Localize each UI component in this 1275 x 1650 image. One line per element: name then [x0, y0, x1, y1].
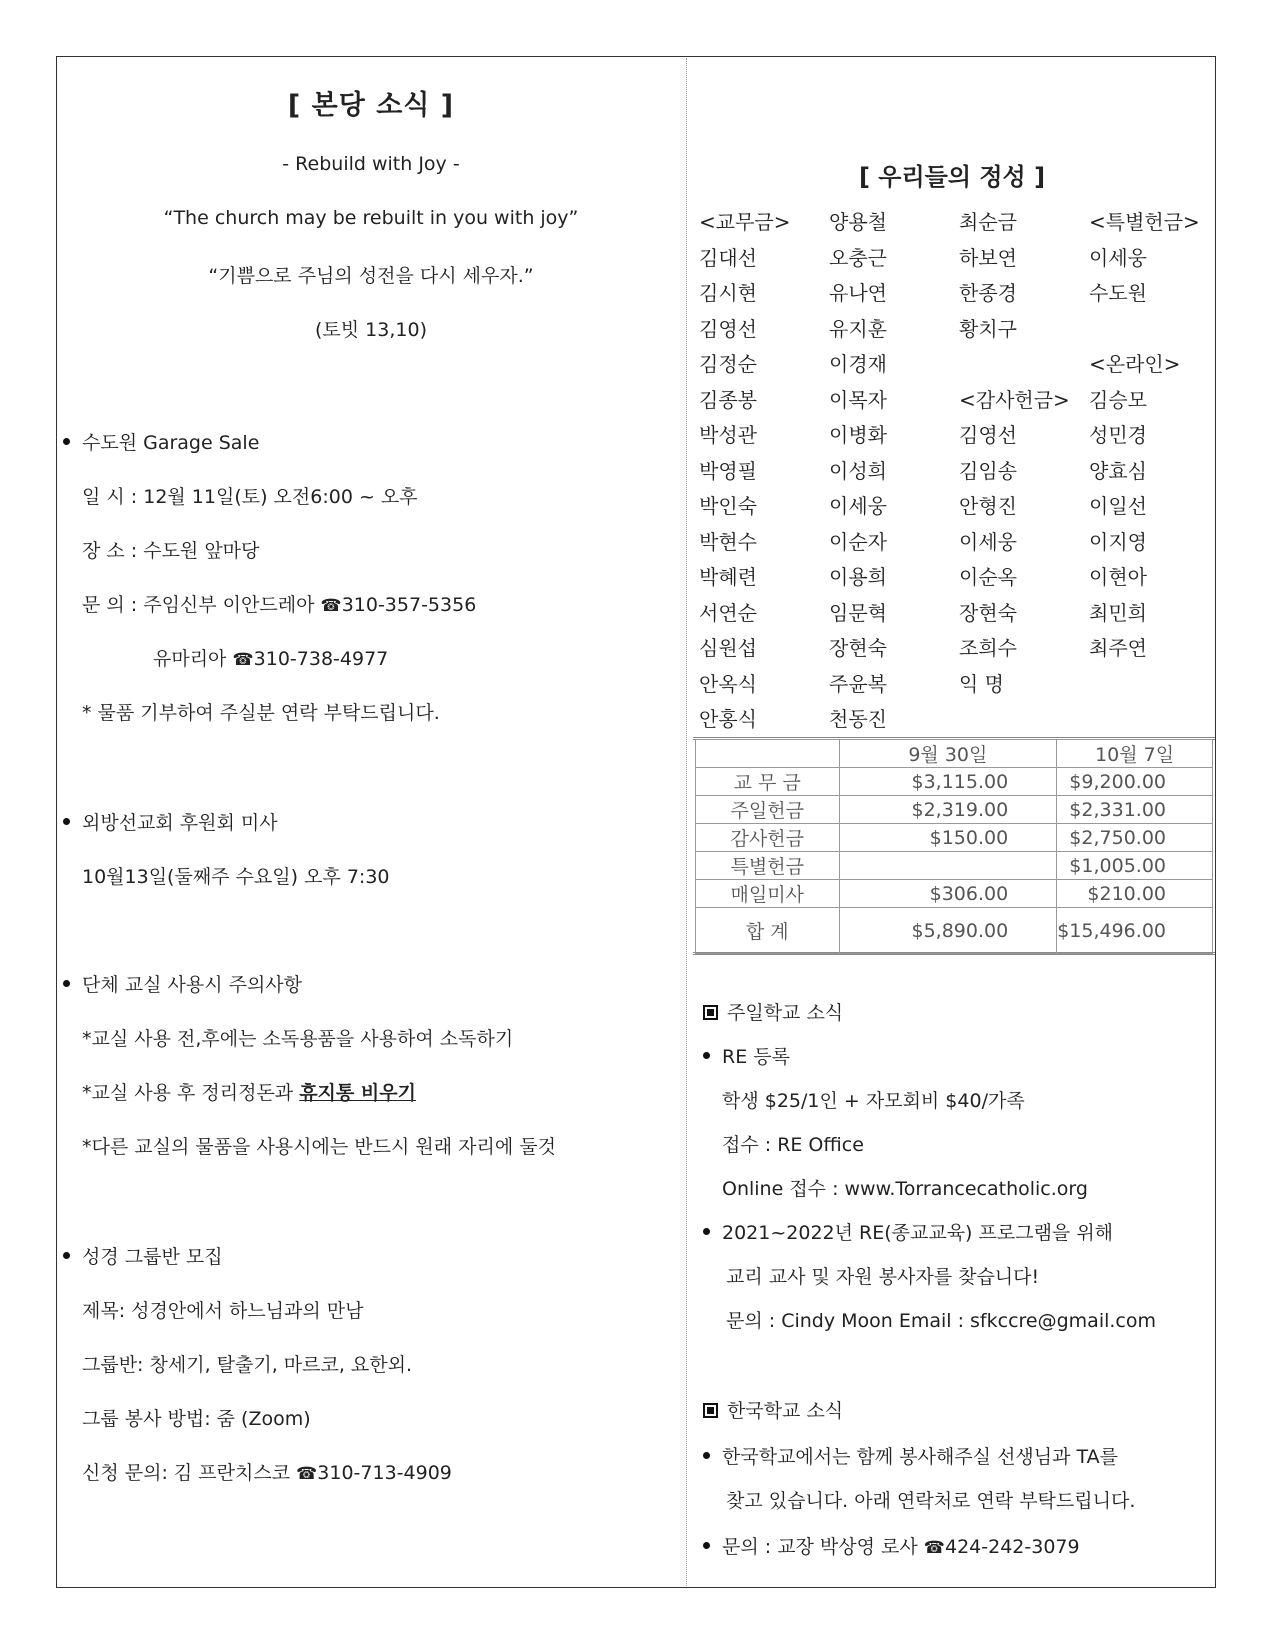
bullet-icon	[703, 1542, 710, 1549]
donor-name: <감사헌금>	[959, 387, 1070, 412]
table-header	[696, 740, 840, 768]
donor-name: 이일선	[1089, 494, 1147, 518]
donor-name: 유나연	[829, 281, 887, 305]
table-row	[696, 880, 1213, 908]
donor-name: 한종경	[959, 281, 1017, 305]
mission-heading: 외방선교회 후원회 미사	[63, 808, 278, 835]
donor-name: 이성희	[829, 458, 887, 483]
donor-name: 안형진	[959, 494, 1017, 518]
donor-name: 서연순	[699, 600, 757, 625]
table-header: 10월 7일	[1057, 740, 1213, 768]
donor-name: 박현수	[699, 529, 757, 554]
donor-name: 임문혁	[829, 600, 887, 625]
donor-name: 김영선	[699, 316, 757, 341]
donor-name: 이현아	[1089, 565, 1147, 589]
phone-icon: ☎	[296, 1464, 318, 1484]
donor-name: 이순자	[829, 529, 887, 554]
donor-name: 김임송	[959, 458, 1017, 483]
donor-name: 이병화	[829, 423, 887, 447]
donor-name: 박성관	[699, 423, 757, 447]
re-fee: 학생 $25/1인 + 자모회비 $40/가족	[722, 1090, 1025, 1112]
row-value: $150.00	[839, 824, 1057, 852]
table-header-row	[696, 740, 1213, 768]
row-label: 합 계	[696, 908, 840, 954]
donor-name: 양효심	[1089, 458, 1147, 483]
korean-school-heading: 한국학교 소식	[703, 1396, 843, 1423]
column-divider	[686, 58, 687, 1586]
row-value: $5,890.00	[839, 908, 1057, 954]
donor-name: 하보연	[959, 245, 1017, 270]
donor-name: 오충근	[829, 245, 887, 270]
donor-name: 심원섭	[699, 636, 757, 660]
phone-icon: ☎	[232, 650, 254, 670]
bible-contact: 신청 문의: 김 프란치스코 ☎310-713-4909	[82, 1462, 452, 1484]
mission-detail: 10월13일(둘째주 수요일) 오후 7:30	[82, 866, 390, 888]
classroom-rule-3: *다른 교실의 물품을 사용시에는 반드시 원래 자리에 둘것	[82, 1136, 556, 1158]
donor-name: 최민희	[1089, 600, 1147, 625]
table-row	[696, 852, 1213, 880]
donor-name: <온라인>	[1089, 352, 1181, 376]
bullet-icon	[703, 1452, 710, 1459]
donor-name: 익 명	[959, 671, 1004, 696]
bullet-icon	[703, 1052, 710, 1059]
donor-name: 유지훈	[829, 316, 887, 341]
row-label: 매일미사	[696, 880, 840, 908]
table-row	[696, 796, 1213, 824]
classroom-heading: 단체 교실 사용시 주의사항	[63, 970, 302, 997]
table-header: 9월 30일	[839, 740, 1057, 768]
donor-name: 김대선	[699, 245, 757, 270]
donor-name: 장현숙	[959, 600, 1017, 625]
re-program-2: 교리 교사 및 자원 봉사자를 찾습니다!	[726, 1266, 1040, 1288]
row-value: $2,750.00	[1057, 824, 1213, 852]
korean-school-contact: 문의 : 교장 박상영 로사 ☎424-242-3079	[703, 1532, 1080, 1559]
donor-name: 주윤복	[829, 671, 887, 696]
donor-name: <교무금>	[699, 210, 791, 234]
korean-school-line-1: 한국학교에서는 함께 봉사해주실 선생님과 TA를	[703, 1442, 1118, 1469]
donor-name: 김시현	[699, 281, 757, 305]
donor-name: 김종봉	[699, 387, 757, 412]
row-value: $1,005.00	[1057, 852, 1213, 880]
row-value: $2,319.00	[839, 796, 1057, 824]
parish-news-title: [ 본당 소식 ]	[287, 90, 455, 121]
re-heading: RE 등록	[703, 1042, 790, 1069]
row-value: $210.00	[1057, 880, 1213, 908]
row-value: $2,331.00	[1057, 796, 1213, 824]
bullet-icon	[63, 438, 70, 445]
korean-school-line-2: 찾고 있습니다. 아래 연락처로 연락 부탁드립니다.	[726, 1490, 1136, 1512]
donor-name: 성민경	[1089, 423, 1147, 447]
re-online: Online 접수 : www.Torrancecatholic.org	[722, 1178, 1088, 1200]
donor-name: 김승모	[1089, 387, 1147, 412]
row-label: 감사헌금	[696, 824, 840, 852]
theme: - Rebuild with Joy -	[282, 153, 460, 175]
bible-subject: 제목: 성경안에서 하느님과의 만남	[82, 1300, 364, 1322]
bible-groups: 그룹반: 창세기, 탈출기, 마르코, 요한외.	[82, 1354, 413, 1376]
garage-contact-1: 문 의 : 주임신부 이안드레아 ☎310-357-5356	[82, 594, 477, 616]
re-contact: 문의 : Cindy Moon Email : sfkccre@gmail.com	[726, 1310, 1156, 1332]
donor-name: 김정순	[699, 352, 757, 376]
donor-name: 박혜련	[699, 565, 757, 589]
table-row	[696, 768, 1213, 796]
row-value	[839, 852, 1057, 880]
offering-table	[695, 739, 1213, 954]
donor-name: 이세웅	[829, 494, 887, 518]
donor-name: 김영선	[959, 423, 1017, 447]
offerings-title: [ 우리들의 정성 ]	[858, 163, 1046, 191]
re-program-1: 2021~2022년 RE(종교교육) 프로그램을 위해	[703, 1218, 1113, 1245]
row-label: 특별헌금	[696, 852, 840, 880]
quote-en: “The church may be rebuilt in you with joy”	[163, 207, 579, 229]
classroom-rule-2: *교실 사용 후 정리정돈과 휴지통 비우기	[82, 1082, 416, 1104]
donor-name: 이세웅	[1089, 245, 1147, 270]
emphasis-text: 휴지통 비우기	[299, 1082, 416, 1104]
square-bullet-icon	[703, 1403, 718, 1418]
donor-name: 황치구	[959, 316, 1017, 341]
quote-ko: “기쁨으로 주님의 성전을 다시 세우자.”	[208, 265, 534, 287]
bullet-icon	[63, 980, 70, 987]
re-office: 접수 : RE Office	[722, 1134, 864, 1156]
square-bullet-icon	[703, 1005, 718, 1020]
donor-name: 이목자	[829, 387, 887, 412]
row-value: $3,115.00	[839, 768, 1057, 796]
donor-name: 이용희	[829, 565, 887, 589]
garage-contact-2: 유마리아 ☎310-738-4977	[153, 648, 389, 670]
row-value: $9,200.00	[1057, 768, 1213, 796]
row-label: 주일헌금	[696, 796, 840, 824]
garage-place: 장 소 : 수도원 앞마당	[82, 540, 260, 562]
table-total-row	[696, 908, 1213, 954]
donor-name: 최순금	[959, 210, 1017, 234]
bible-method: 그룹 봉사 방법: 줌 (Zoom)	[82, 1408, 311, 1430]
bullet-icon	[703, 1228, 710, 1235]
phone-icon: ☎	[320, 596, 342, 616]
bullet-icon	[63, 1252, 70, 1259]
garage-date: 일 시 : 12월 11일(토) 오전6:00 ~ 오후	[82, 486, 418, 508]
phone-icon: ☎	[923, 1538, 945, 1558]
garage-sale-heading: 수도원 Garage Sale	[63, 428, 259, 455]
donor-name: <특별헌금>	[1089, 210, 1200, 234]
donor-name: 수도원	[1089, 281, 1147, 305]
classroom-rule-1: *교실 사용 전,후에는 소독용품을 사용하여 소독하기	[82, 1028, 514, 1050]
donor-name: 안옥식	[699, 671, 757, 696]
donor-name: 박영필	[699, 458, 757, 483]
donor-name: 천동진	[829, 707, 887, 731]
garage-note: * 물품 기부하여 주실분 연락 부탁드립니다.	[82, 702, 440, 724]
row-value: $15,496.00	[1057, 908, 1213, 954]
donor-name: 이지영	[1089, 529, 1147, 554]
row-value: $306.00	[839, 880, 1057, 908]
donor-name: 최주연	[1089, 636, 1147, 660]
donor-name: 장현숙	[829, 636, 887, 660]
bullet-icon	[63, 818, 70, 825]
sunday-school-heading: 주일학교 소식	[703, 998, 843, 1025]
donor-name: 안홍식	[699, 707, 757, 731]
row-label: 교 무 금	[696, 768, 840, 796]
donor-name: 이경재	[829, 352, 887, 376]
donor-name: 양용철	[829, 210, 887, 234]
donor-name: 박인숙	[699, 494, 757, 518]
donor-name: 조희수	[959, 636, 1017, 660]
reference: (토빗 13,10)	[315, 319, 427, 341]
bible-heading: 성경 그룹반 모집	[63, 1242, 223, 1269]
donor-name: 이순옥	[959, 565, 1017, 589]
donor-name: 이세웅	[959, 529, 1017, 554]
table-row	[696, 824, 1213, 852]
